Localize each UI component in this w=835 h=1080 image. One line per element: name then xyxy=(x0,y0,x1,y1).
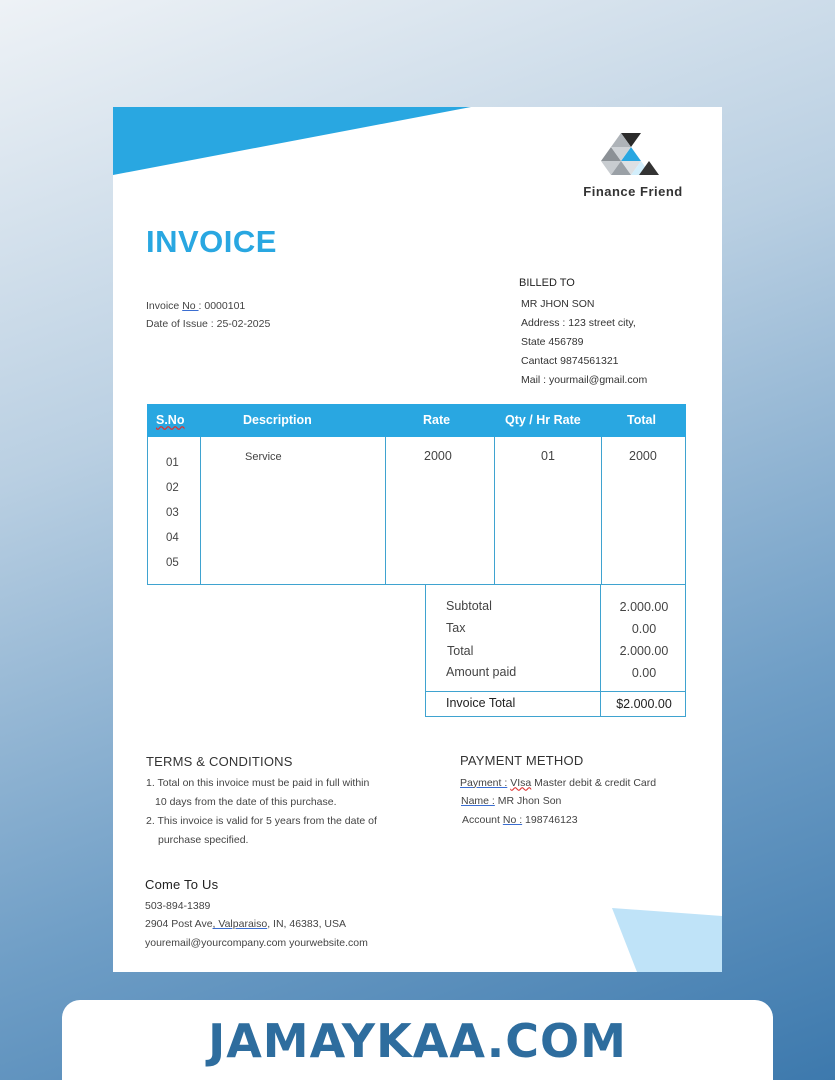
billed-to-mail: Mail : yourmail@gmail.com xyxy=(521,374,648,386)
row1-total: 2000 xyxy=(629,449,657,463)
column-divider xyxy=(385,437,386,584)
invoice-number: Invoice No : 0000101 xyxy=(146,300,246,312)
terms-line: purchase specified. xyxy=(158,834,249,846)
payment-name-line: Name : MR Jhon Son xyxy=(461,795,562,807)
invoice-total-value: $2.000.00 xyxy=(616,697,672,711)
items-table-body xyxy=(147,437,686,585)
top-left-accent-shape xyxy=(113,107,473,177)
contact-heading: Come To Us xyxy=(145,877,219,892)
items-table xyxy=(147,404,686,585)
contact-phone: 503-894-1389 xyxy=(145,899,211,912)
billed-to-name: MR JHON SON xyxy=(521,298,595,310)
serial-number: 01 xyxy=(166,457,179,469)
invoice-page xyxy=(113,107,722,972)
header-rate: Rate xyxy=(423,413,451,427)
terms-line: 10 days from the date of this purchase. xyxy=(155,796,337,808)
header-description: Description xyxy=(243,413,312,427)
footer-banner xyxy=(62,1000,773,1080)
summary-divider xyxy=(600,585,601,716)
serial-number: 03 xyxy=(166,507,179,519)
total-label: Total xyxy=(447,644,474,658)
payment-account-line: Account No : 198746123 xyxy=(462,813,578,826)
tax-value: 0.00 xyxy=(631,622,657,636)
bottom-right-accent-shape xyxy=(612,908,722,972)
terms-line: 2. This invoice is valid for 5 years from the date of xyxy=(146,815,377,827)
terms-heading: TERMS & CONDITIONS xyxy=(146,754,293,769)
invoice-date: Date of Issue : 25-02-2025 xyxy=(146,318,271,330)
subtotal-value: 2.000.00 xyxy=(619,600,669,614)
terms-section xyxy=(146,752,436,850)
totals-summary xyxy=(425,585,686,717)
row1-rate: 2000 xyxy=(424,449,452,463)
column-divider xyxy=(494,437,495,584)
header-qty: Qty / Hr Rate xyxy=(505,413,581,427)
brand-name: Finance Friend xyxy=(583,184,683,199)
billed-to-heading: BILLED TO xyxy=(519,277,575,289)
amount-paid-label: Amount paid xyxy=(446,665,517,679)
summary-divider xyxy=(426,691,685,692)
billed-to-contact: Cantact 9874561321 xyxy=(521,355,619,367)
billed-to-state: State 456789 xyxy=(521,336,584,348)
terms-line: 1. Total on this invoice must be paid in full within xyxy=(146,777,370,789)
serial-number: 05 xyxy=(166,557,179,569)
invoice-title: INVOICE xyxy=(146,224,277,259)
items-table-header xyxy=(147,404,686,437)
header-total: Total xyxy=(627,413,656,427)
brand-logo-icon xyxy=(591,131,671,181)
payment-heading: PAYMENT METHOD xyxy=(460,753,584,768)
payment-method-line: Payment : VIsa Master debit & credit Card xyxy=(460,776,657,789)
billed-to-block xyxy=(519,274,647,390)
subtotal-label: Subtotal xyxy=(446,599,492,613)
contact-web: youremail@yourcompany.com yourwebsite.com xyxy=(145,936,368,949)
row1-qty: 01 xyxy=(541,449,555,463)
amount-paid-value: 0.00 xyxy=(631,666,657,680)
serial-numbers xyxy=(166,451,179,576)
billed-to-address: Address : 123 street city, xyxy=(521,317,636,329)
contact-address: 2904 Post Ave, Valparaiso, IN, 46383, USA xyxy=(145,918,346,930)
serial-number: 02 xyxy=(166,482,179,494)
serial-number: 04 xyxy=(166,532,179,544)
column-divider xyxy=(601,437,602,584)
invoice-total-label: Invoice Total xyxy=(446,696,516,710)
payment-section xyxy=(460,752,710,829)
contact-section xyxy=(145,876,368,952)
footer-banner-text: JAMAYKAA.COM xyxy=(208,1014,627,1068)
row1-description: Service xyxy=(245,451,282,463)
header-sno: S.No xyxy=(156,413,185,427)
total-value: 2.000.00 xyxy=(619,644,669,658)
tax-label: Tax xyxy=(446,621,466,635)
invoice-meta xyxy=(146,297,270,333)
column-divider xyxy=(200,437,201,584)
